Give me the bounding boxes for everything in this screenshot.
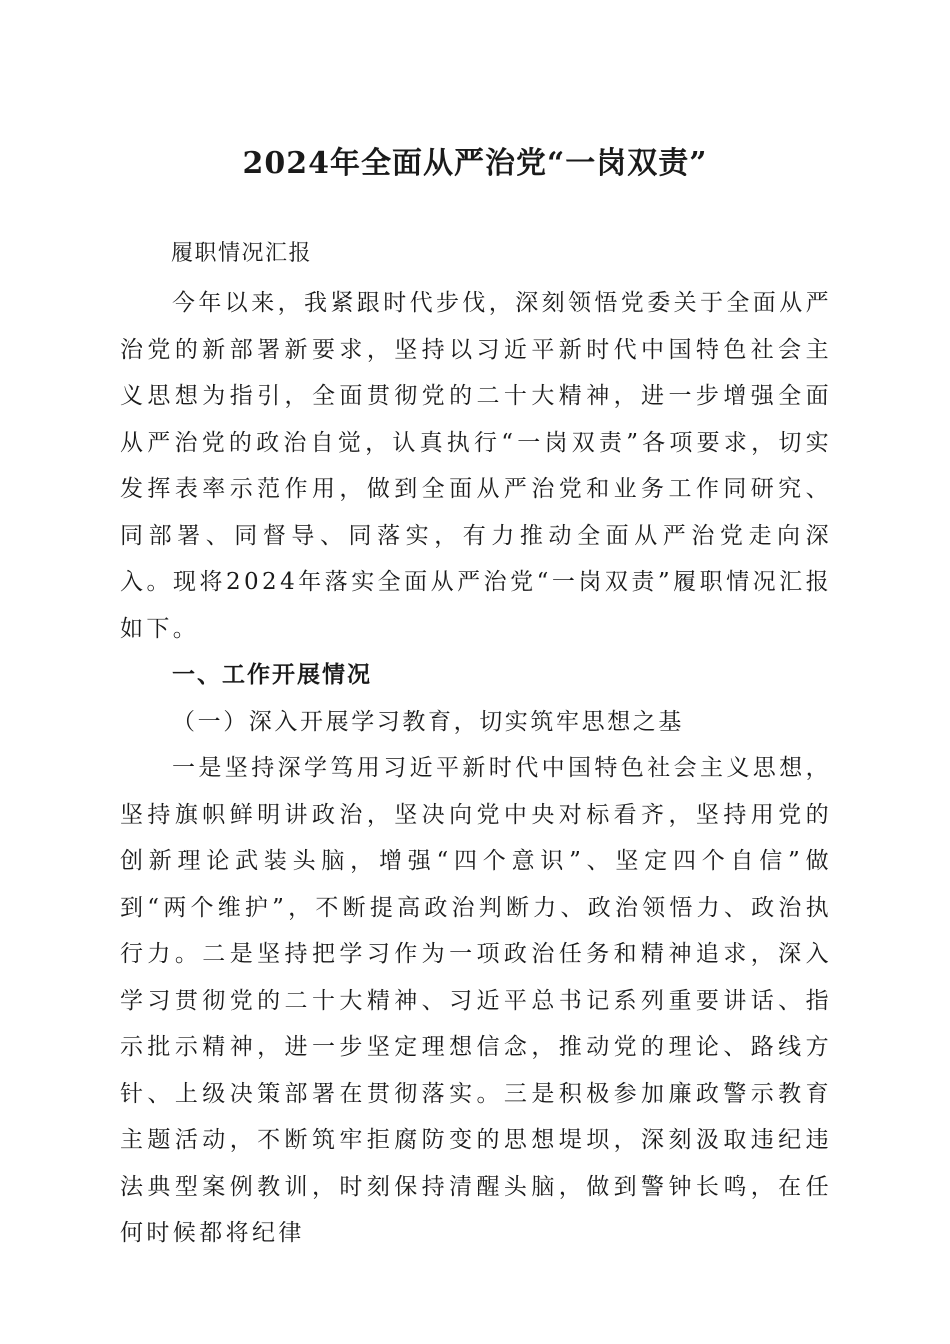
document-body [120,280,832,1257]
document-title: 2024年全面从严治党“一岗双责” [242,146,708,181]
section-heading: 一、工作开展情况 [172,662,372,688]
intro-paragraph: 今年以来，我紧跟时代步伐，深刻领悟党委关于全面从严治党的新部署新要求，坚持以习近平新时代中国特色社会主义思想为指引，全面贯彻党的二十大精神，进一步增强全面从严治党的政治自觉，认真执行“一岗双责”各项要求，切实发挥表率示范作用，做到全面从严治党和业务工作同研究、同部署、同督导、同落实，有力推动全面从严治党走向深入。现将2024年落实全面从严治党“一岗双责”履职情况汇报如下。 [120,290,832,642]
subsection-paragraph: 一是坚持深学笃用习近平新时代中国特色社会主义思想，坚持旗帜鲜明讲政治，坚决向党中央对标看齐，坚持用党的创新理论武装头脑，增强“四个意识”、坚定四个自信”做到“两个维护”，不断提高政治判断力、政治领悟力、政治执行力。二是坚持把学习作为一项政治任务和精神追求，深入学习贯彻党的二十大精神、习近平总书记系列重要讲话、指示批示精神，进一步坚定理想信念，推动党的理论、路线方针、上级决策部署在贯彻落实。三是积极参加廉政警示教育主题活动，不断筑牢拒腐防变的思想堤坝，深刻汲取违纪违法典型案例教训，时刻保持清醒头脑，做到警钟长鸣，在任何时候都将纪律 [120,755,832,1246]
document-subtitle: 履职情况汇报 [171,241,313,266]
subsection-heading: （一）深入开展学习教育，切实筑牢思想之基 [172,708,684,735]
